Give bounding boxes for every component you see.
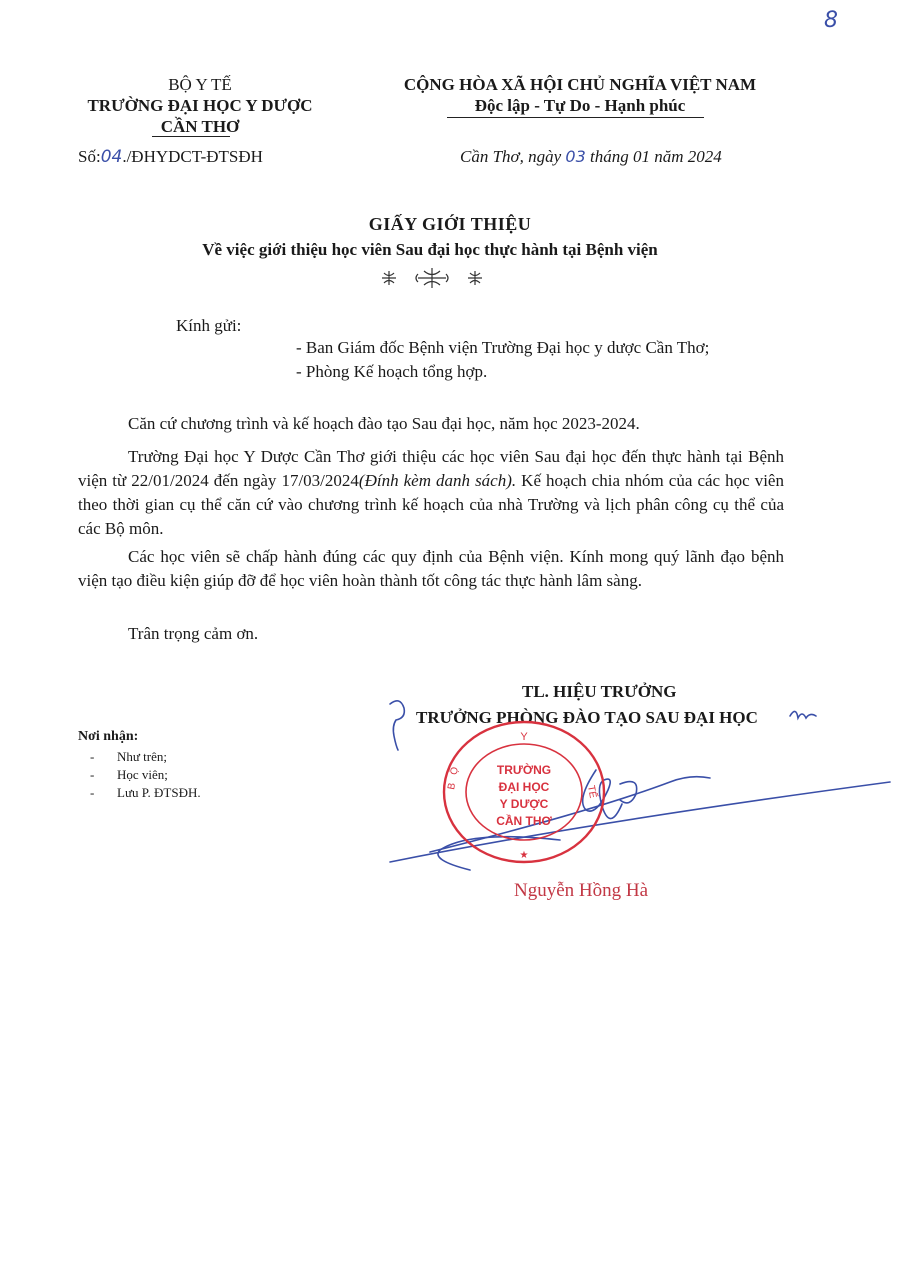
attachment-note: (Đính kèm danh sách). [358,471,517,490]
ministry-name: BỘ Y TẾ [168,75,232,94]
body-paragraph [78,412,784,436]
body-paragraph [78,445,784,541]
recipient-list-text: Như trên; [117,749,168,764]
document-number [78,147,263,167]
stamp-top-letter: Y [520,731,528,743]
stamp-right-letters: TẾ [585,784,599,800]
paragraph-text: Kế hoạch chia nhóm của các học viên theo thời gian cụ thể căn cứ vào chương trình kế hoạch của nhà Trường và lịch phân công cụ thể của các Bộ môn. [78,471,784,538]
stamp-line: TRƯỜNG [496,763,552,777]
document-title: GIẤY GIỚI THIỆU [368,214,532,234]
stamp-line: ĐẠI HỌC [498,780,550,794]
signer-name: Nguyễn Hồng Hà [514,880,649,901]
stamp-line: CẦN THƠ [496,814,552,828]
motto-underline [447,117,704,118]
signature-position: TRƯỞNG PHÒNG ĐÀO TẠO SAU ĐẠI HỌC [416,708,758,727]
recipient-list-item: - Như trên; [90,749,168,764]
recipient-list-text: Lưu P. ĐTSĐH. [117,785,201,800]
doc-number-handwritten: 04 [100,147,123,167]
date-prefix: Cần Thơ, ngày [460,147,562,166]
stamp-left-letters: B Ộ [446,766,461,791]
doc-number-suffix: ./ĐHYDCT-ĐTSĐH [122,147,263,166]
paragraph-text: Căn cứ chương trình và kế hoạch đào tạo Sau đại học, năm học 2023-2024. [128,414,640,433]
nation-name: CỘNG HÒA XÃ HỘI CHỦ NGHĨA VIỆT NAM [403,75,757,94]
decorative-ornament [372,265,492,291]
issue-date [460,147,722,167]
date-suffix: tháng 01 năm 2024 [590,147,722,166]
recipient-list-text: Học viên; [117,767,168,782]
stamp-line: Y DƯỢC [499,797,549,811]
recipients-label: Nơi nhận: [78,729,139,744]
date-day-handwritten: 03 [565,147,586,166]
addressee-label: Kính gửi: [176,316,242,335]
paragraph-text: Trường Đại học Y Dược Cần Thơ giới thiệu các học viên Sau đại học đến thực hành tại Bệnh viện từ 22/01/2024 đến ngày 17/03/2024 [78,447,784,490]
recipient-list-item: - Lưu P. ĐTSĐH. [90,785,201,800]
issuer-underline [152,136,230,137]
paragraph-text: Các học viên sẽ chấp hành đúng các quy định của Bệnh viện. Kính mong quý lãnh đạo bệnh viện tạo điều kiện giúp đỡ để học viên hoàn thành tốt công tác thực hành lâm sàng. [78,547,784,590]
official-stamp [438,716,610,866]
issuer-header [60,74,340,137]
body-paragraph [78,545,784,593]
signature-authority: TL. HIỆU TRƯỞNG [522,682,677,701]
nation-motto: Độc lập - Tự Do - Hạnh phúc [474,96,686,115]
school-name-line1: TRƯỜNG ĐẠI HỌC Y DƯỢC [87,96,313,115]
page-mark: 8 [824,8,838,33]
document-subtitle: Về việc giới thiệu học viên Sau đại học thực hành tại Bệnh viện [202,240,658,259]
recipient-list-item: - Học viên; [90,767,168,782]
star-icon: ★ [519,850,529,861]
doc-number-prefix: Số: [78,147,101,166]
recipient-item: - Ban Giám đốc Bệnh viện Trường Đại học y dược Cần Thơ; [296,338,710,357]
closing-paragraph [78,622,784,646]
school-name-line2: CẦN THƠ [160,117,240,136]
recipient-item: - Phòng Kế hoạch tổng hợp. [296,362,488,381]
paragraph-text: Trân trọng cảm ơn. [128,624,259,643]
nation-header [380,74,780,116]
